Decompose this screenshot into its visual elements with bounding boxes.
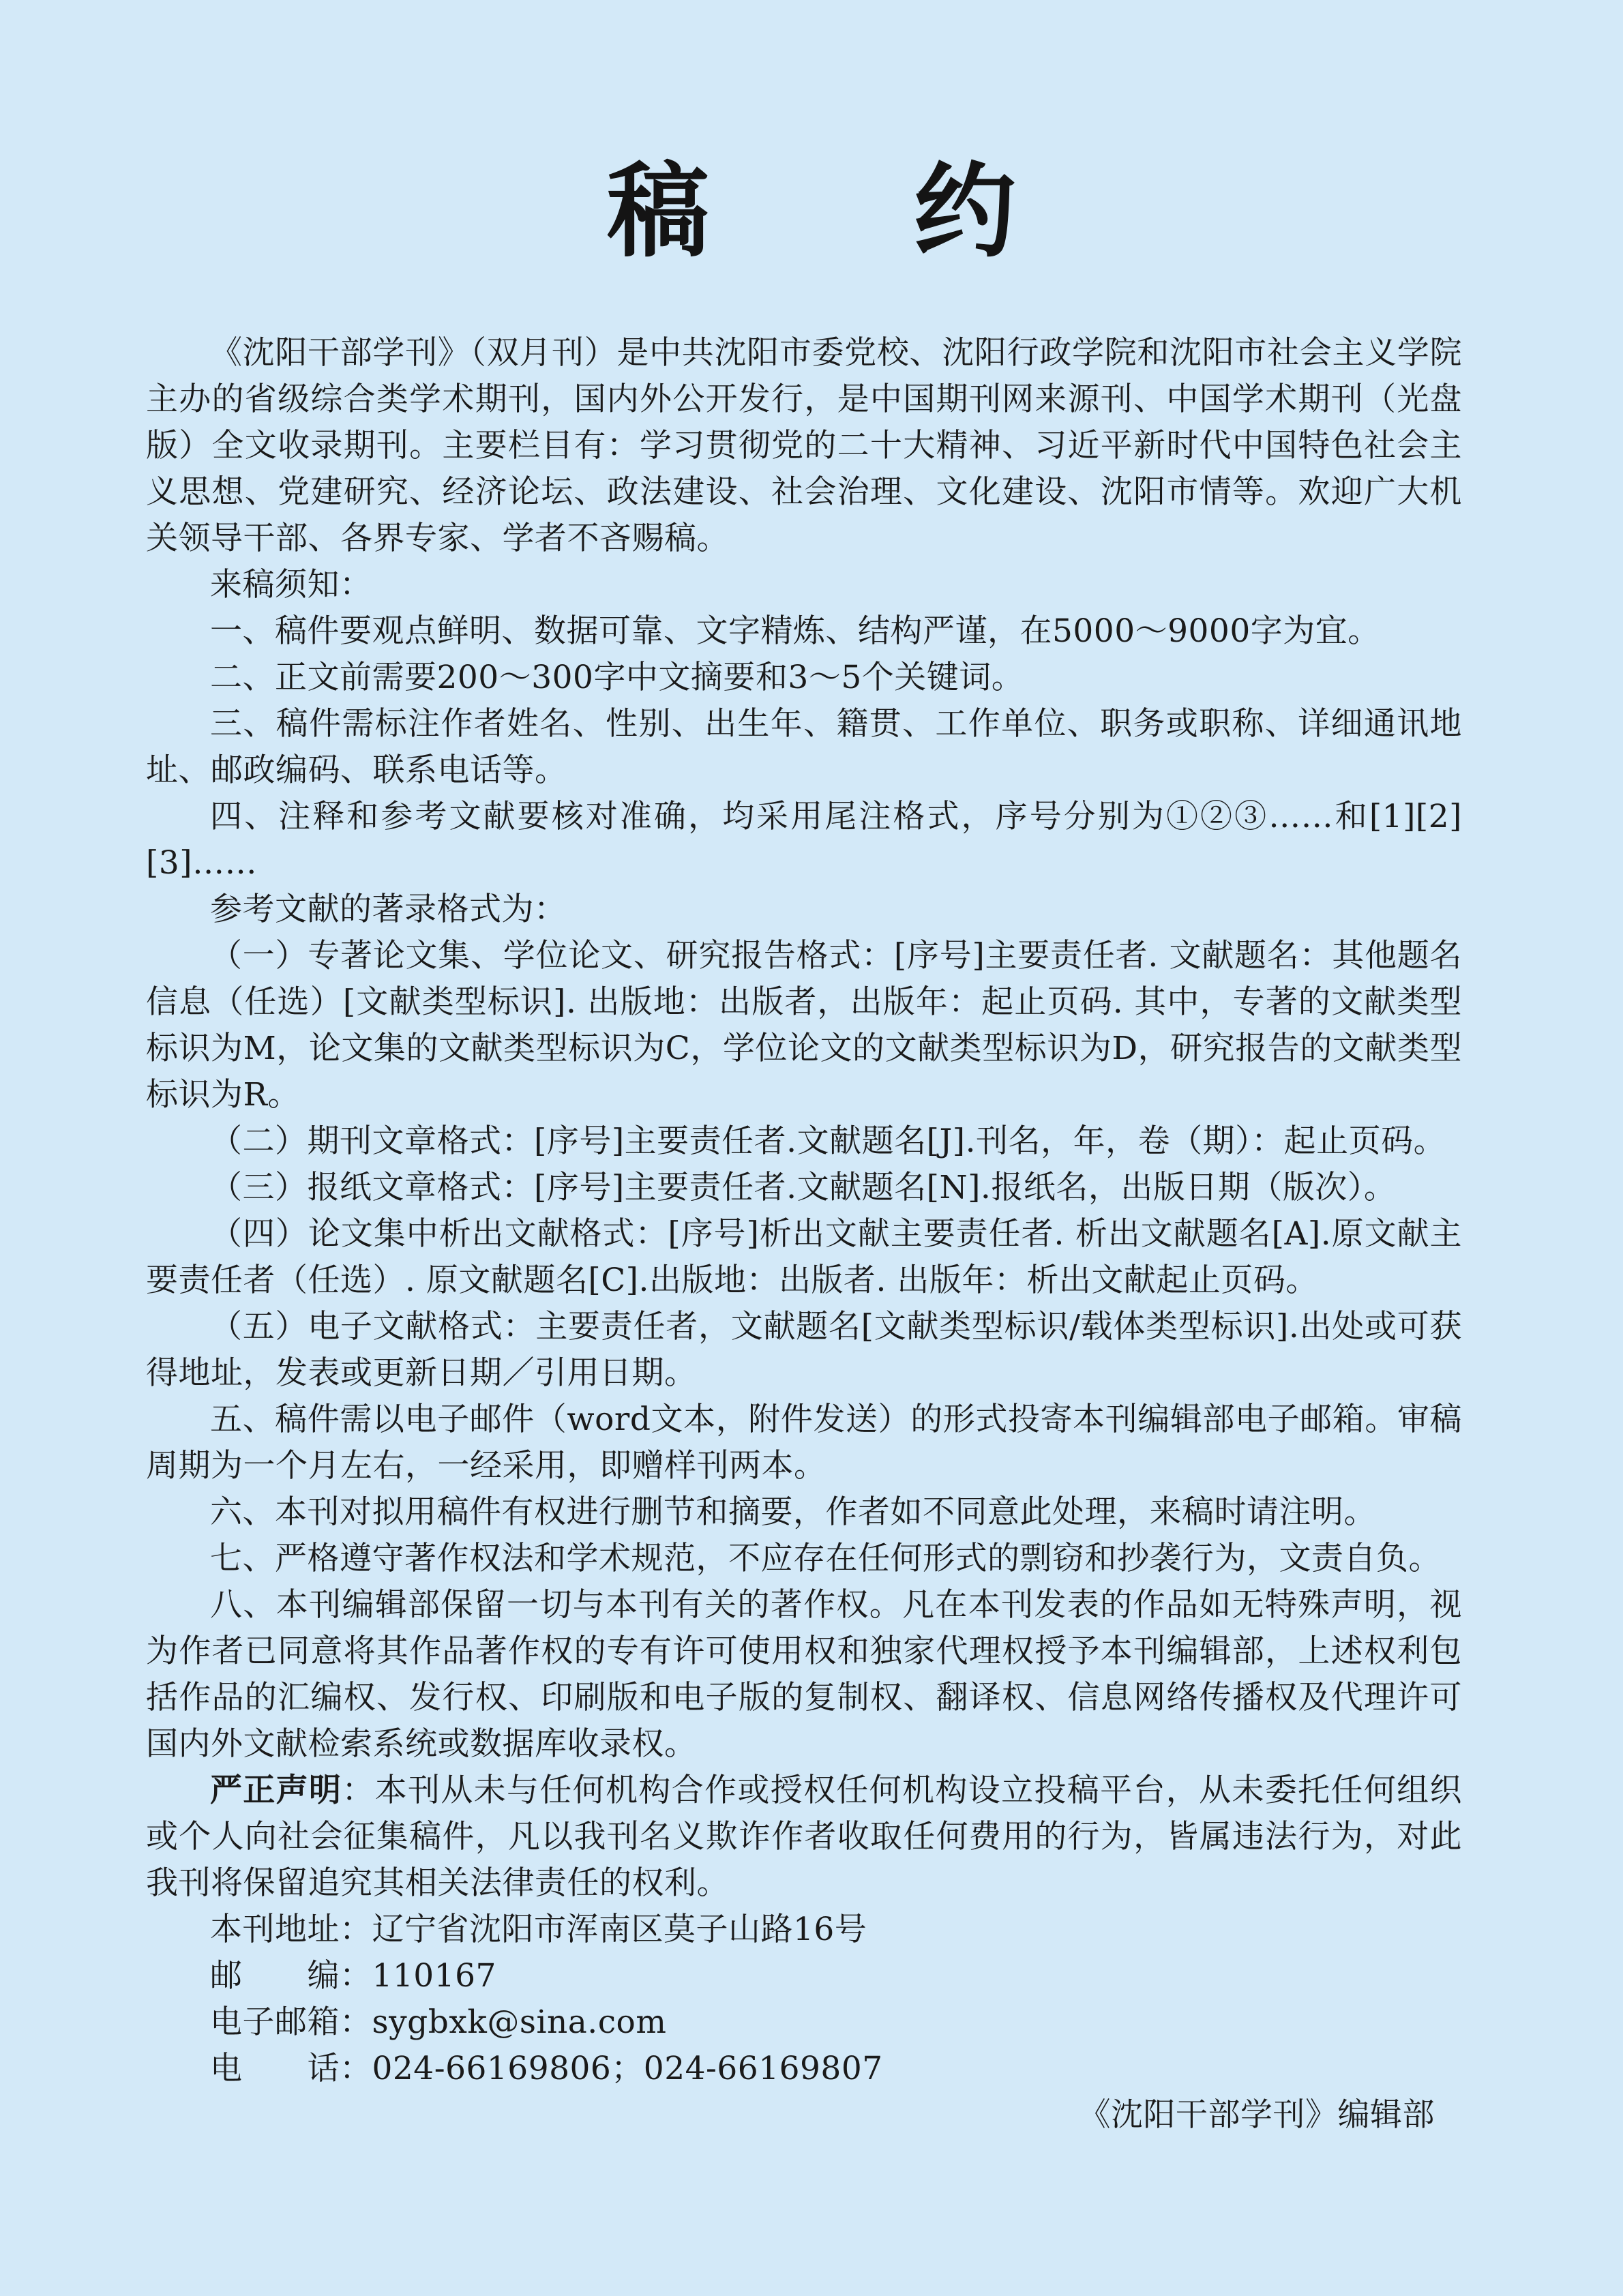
rule-1: 一、稿件要观点鲜明、数据可靠、文字精炼、结构严谨，在5000～9000字为宜。: [210, 612, 1380, 650]
intro-paragraph: 《沈阳干部学刊》（双月刊）是中共沈阳市委党校、沈阳行政学院和沈阳市社会主义学院主办的省级综合类学术期刊，国内外公开发行，是中国期刊网来源刊、中国学术期刊（光盘版）全文收录期刊。主要栏目有：学习贯彻党的二十大精神、习近平新时代中国特色社会主义思想、党建研究、经济论坛、政法建设、社会治理、文化建设、沈阳市情等。欢迎广大机关领导干部、各界专家、学者不吝赐稿。: [146, 334, 1462, 557]
contact-address: [146, 1907, 1462, 1953]
contact-email-value[interactable]: sygbxk@sina.com: [372, 2003, 667, 2041]
article-body: [146, 330, 1462, 2138]
contact-postcode-label: 邮 编：: [210, 1957, 372, 1995]
declaration-paragraph: [146, 1768, 1462, 1907]
reference-format-2: （二）期刊文章格式：[序号]主要责任者.文献题名[J].刊名，年，卷（期）：起止页码。: [210, 1122, 1446, 1160]
contact-postcode-value: 110167: [372, 1957, 496, 1995]
reference-heading: 参考文献的著录格式为：: [210, 891, 567, 928]
rule-2: 二、正文前需要200～300字中文摘要和3～5个关键词。: [210, 659, 1024, 696]
declaration-label: 严正声明: [210, 1772, 342, 1809]
notice-heading: 来稿须知：: [210, 566, 372, 603]
reference-format-5: （五）电子文献格式：主要责任者，文献题名[文献类型标识/载体类型标识].出处或可获得地址，发表或更新日期／引用日期。: [146, 1308, 1462, 1392]
contact-address-label: 本刊地址：: [210, 1911, 372, 1948]
rule-6: 六、本刊对拟用稿件有权进行删节和摘要，作者如不同意此处理，来稿时请注明。: [210, 1493, 1376, 1531]
contact-phone-value: 024-66169806；024-66169807: [372, 2050, 883, 2087]
rule-5: 五、稿件需以电子邮件（word文本，附件发送）的形式投寄本刊编辑部电子邮箱。审稿周期为一个月左右，一经采用，即赠样刊两本。: [146, 1401, 1462, 1485]
declaration-text: ：本刊从未与任何机构合作或授权任何机构设立投稿平台，从未委托任何组织或个人向社会征集稿件，凡以我刊名义欺诈作者收取任何费用的行为，皆属违法行为，对此我刊将保留追究其相关法律责任的权利。: [146, 1772, 1463, 1902]
contact-phone: [146, 2046, 1462, 2092]
reference-format-3: （三）报纸文章格式：[序号]主要责任者.文献题名[N].报纸名，出版日期（版次）。: [210, 1169, 1397, 1206]
page-title: 稿 约: [606, 151, 1016, 271]
rule-7: 七、严格遵守著作权法和学术规范，不应存在任何形式的剽窃和抄袭行为，文责自负。: [210, 1540, 1441, 1577]
contact-address-value: 辽宁省沈阳市浑南区莫子山路16号: [372, 1911, 867, 1948]
rule-8: 八、本刊编辑部保留一切与本刊有关的著作权。凡在本刊发表的作品如无特殊声明，视为作者已同意将其作品著作权的专有许可使用权和独家代理权授予本刊编辑部，上述权利包括作品的汇编权、发行权、印刷版和电子版的复制权、翻译权、信息网络传播权及代理许可国内外文献检索系统或数据库收录权。: [146, 1586, 1462, 1763]
rule-3: 三、稿件需标注作者姓名、性别、出生年、籍贯、工作单位、职务或职称、详细通讯地址、邮政编码、联系电话等。: [146, 705, 1462, 789]
editorial-signature: 《沈阳干部学刊》编辑部: [1078, 2096, 1435, 2134]
reference-format-1: （一）专著论文集、学位论文、研究报告格式：[序号]主要责任者. 文献题名：其他题名信息（任选）[文献类型标识]. 出版地：出版者，出版年：起止页码. 其中，专著的文献类型标识为M，论文集的文献类型标识为C，学位论文的文献类型标识为D，研究报告的文献类型标识为R。: [146, 937, 1462, 1114]
contact-email: [146, 1999, 1462, 2046]
rule-4: 四、注释和参考文献要核对准确，均采用尾注格式，序号分别为①②③……和[1][2][3]……: [146, 798, 1462, 882]
reference-format-4: （四）论文集中析出文献格式：[序号]析出文献主要责任者. 析出文献题名[A].原文献主要责任者（任选）. 原文献题名[C].出版地：出版者. 出版年：析出文献起止页码。: [146, 1215, 1462, 1299]
contact-postcode: [146, 1953, 1462, 1999]
contact-email-label: 电子邮箱：: [210, 2003, 372, 2041]
contact-phone-label: 电 话：: [210, 2050, 372, 2087]
